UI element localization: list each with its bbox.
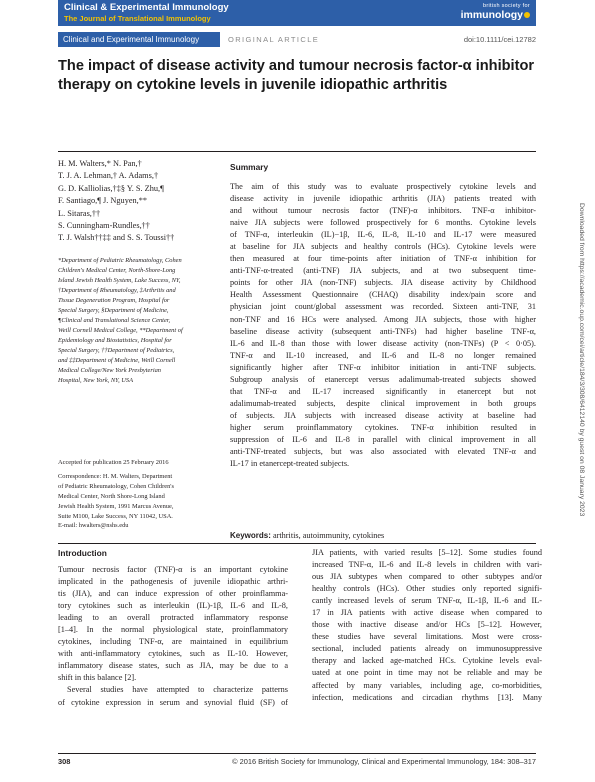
summary-line: suppression of IL-6 and IL-8 in parallel with clinical improvement in all (230, 434, 536, 444)
author-line: G. D. Kalliolias,†‡§ Y. S. Zhu,¶ (58, 183, 164, 193)
logo-dot-icon (524, 12, 530, 18)
page-footer (58, 757, 536, 769)
author-line: H. M. Walters,* N. Pan,† (58, 159, 142, 168)
affiliation-line: and ‡‡Department of Medicine, Weill Cornell (58, 357, 176, 364)
correspondence-line: of Pediatric Rheumatology, Cohen Children's (58, 482, 174, 490)
logo-top-text: british society for (483, 3, 530, 9)
introduction-heading: Introduction (58, 548, 107, 558)
intro-line: ous JIA subtypes when compared to other subtypes and/or (312, 572, 542, 582)
affiliation-line: Medical College/New York Presbyterian (58, 367, 162, 374)
summary-line: of TNF-α, interleukin (IL)−1β, IL-6, IL-8, IL-10 and IL-17 were measured (230, 230, 536, 240)
intro-line: 17 in JIA patients with active disease when compared to (312, 608, 542, 618)
author-line: L. Sitaras,†† (58, 208, 101, 218)
intro-line: inflammatory disease states, such as JIA, may be due to a (58, 661, 288, 671)
correspondence (58, 472, 218, 531)
intro-line: those with inactive disease and/or HCs [5–12]. However, (312, 620, 542, 630)
summary-line: physician joint count/global assessment was recorded. Sixteen anti-TNF, 31 (230, 302, 536, 312)
summary-line: higher serum proinflammatory cytokines. TNF-α inhibition resulted in (230, 422, 536, 432)
summary-line: IL-6 and IL-8 than those with lower disease activity (non-TNFs) (P < 0·05). (230, 338, 536, 348)
intro-line: leading to an overall protracted inflammatory response (58, 613, 288, 623)
summary-line: significantly higher after TNF-α inhibitor initiation in anti-TNF subjects. (230, 362, 536, 372)
author-line: S. Cunningham-Rundles,†† (58, 221, 150, 231)
correspondence-line: Correspondence: H. M. Walters, Department (58, 472, 173, 480)
intro-line: shift in this balance [2]. (58, 673, 137, 683)
summary-line: adalimumab-treated subjects, despite clinical improvement in both groups (230, 398, 536, 408)
summary-line: Subgroup analysis of etanercept versus adalimumab-treated subjects showed (230, 374, 536, 384)
summary-line: and without tumour necrosis factor (TNF)-α inhibitors. TNF-α inhibitor- (230, 206, 536, 216)
summary-line: The aim of this study was to evaluate prospectively cytokine levels and (230, 182, 536, 191)
introduction-column-right (312, 547, 542, 704)
affiliation-line: Island Jewish Health System, Lake Success, NY, (58, 277, 181, 284)
summary-line: TNF-α and IL-10 increased, and IL-6 and IL-8 no longer remained (230, 350, 536, 360)
summary-line: then measured at four time-points after initiation of TNF-α inhibition for (230, 254, 536, 264)
journal-tag: Clinical and Experimental Immunology (58, 32, 220, 47)
intro-line: implicated in the pathogenesis of juvenile idiopathic arthri- (58, 577, 288, 587)
introduction-column-left (58, 564, 288, 709)
download-watermark: Downloaded from https://academic.oup.com/cei/article/184/3/308/6412140 by guest on 08 January 2023 (578, 203, 585, 517)
intro-line: these studies have several limitations. Most were cross- (312, 632, 542, 642)
summary-line: IL-17 in etanercept-treated subjects. (230, 459, 350, 469)
affiliation-line: *Department of Pediatric Rheumatology, Cohen (58, 257, 182, 264)
intro-line: sectional, included patients already on immunosuppressive (312, 644, 542, 654)
summary-line: anti-TNF-treated subjects, but was also associated with elevated TNF-α and (230, 447, 536, 457)
intro-line: therapy and lacked age-matched HCs. Cytokine levels eval- (312, 656, 542, 666)
summary-line: naive JIA subjects were followed prospectively for 6 months. Cytokine levels (230, 218, 536, 228)
intro-line: Several studies have attempted to characterize patterns (67, 685, 288, 695)
summary-text (230, 181, 536, 470)
summary-line: at baseline for JIA subjects and healthy controls (HCs). Cytokine levels were (230, 242, 536, 252)
author-line: F. Santiago,¶ J. Nguyen,** (58, 196, 148, 206)
summary-line: non-TNF and 16 HCs were analysed. Among JIA subjects, those with higher (230, 314, 536, 324)
correspondence-line: E-mail: hwalters@nshs.edu (58, 522, 129, 530)
affiliation-line: Special Surgery, ††Department of Pediatrics, (58, 347, 175, 354)
journal-subtitle: The Journal of Translational Immunology (64, 14, 211, 23)
page-number: 308 (58, 757, 71, 766)
affiliation-line: Weill Cornell Medical College, **Department of (58, 327, 183, 334)
accepted-date: Accepted for publication 25 February 2016 (58, 459, 169, 466)
journal-name: Clinical & Experimental Immunology (64, 2, 229, 13)
summary-line: that TNF-α and IL-17 increased significantly in etanercept but not (230, 386, 536, 396)
summary-line: baseline disease activity (subsequent anti-TNFs) had higher baseline TNF-α, (230, 326, 536, 336)
summary-line: disease activity in juvenile idiopathic arthritis (JIA) patients treated with (230, 194, 536, 204)
title-divider (58, 151, 536, 152)
intro-line: Tumour necrosis factor (TNF)-α is an important cytokine (58, 565, 288, 574)
affiliation-line: Hospital, New York, NY, USA (58, 377, 133, 384)
journal-banner (58, 0, 536, 26)
correspondence-line: Medical Center, North Shore-Long Island (58, 492, 165, 500)
intro-line: of cytokine expression in serum and synovial fluid (SF) of (58, 697, 288, 707)
keywords-value: arthritis, autoimmunity, cytokines (272, 531, 385, 540)
section-divider (58, 543, 536, 544)
summary-line: of subjects. JIA subjects with increased disease activity at baseline had (230, 410, 536, 420)
affiliation-list (58, 256, 218, 386)
intro-line: affected by many variables, including age, co-morbidities, (312, 680, 542, 690)
author-line: T. J. A. Lehman,† A. Adams,† (58, 171, 159, 181)
bsi-logo (461, 4, 530, 20)
affiliation-line: Special Surgery, §Department of Medicine, (58, 307, 169, 314)
summary-line: points for other JIA (non-TNF) subjects. JIA disease activity by Childhood (230, 278, 536, 288)
intro-line: uated at one point in time may not be reliable and may be (312, 668, 542, 678)
article-title: The impact of disease activity and tumour necrosis factor-α inhibitor therapy on cytokine levels in juvenile idiopathic arthritis (58, 58, 535, 93)
intro-line: with anti-inflammatory cytokines, such as IL-10. However, (58, 649, 288, 659)
intro-line: tory cytokines such as interleukin (IL)-1β, IL-6 and IL-8, (58, 601, 288, 611)
author-list (58, 158, 218, 245)
summary-line: anti-TNF-α-treated (anti-TNF) JIA subjects, and at two subsequent time- (230, 266, 536, 276)
correspondence-line: Suite M100, Lake Success, NY 11042, USA. (58, 512, 173, 520)
logo-main-text: immunology (460, 8, 523, 21)
article-meta (58, 458, 218, 531)
intro-line: infection, medications and circadian rhythms [13]. Many (312, 692, 542, 702)
intro-line: cytokines, including TNF-α, are maintained in equilibrium (58, 637, 288, 647)
copyright-notice: © 2016 British Society for Immunology, Clinical and Experimental Immunology, 184: 308–317 (232, 757, 536, 766)
keywords (230, 531, 384, 540)
summary-heading: Summary (230, 162, 269, 172)
affiliation-line: ¶Clinical and Translational Science Center, (58, 317, 171, 324)
keywords-label: Keywords: (230, 531, 271, 540)
correspondence-line: Jewish Health System, 1991 Marcus Avenue, (58, 502, 174, 510)
affiliation-line: Epidemiology and Biostatistics, Hospital for (58, 337, 172, 344)
footer-divider (58, 753, 536, 754)
affiliation-line: Children's Medical Center, North-Shore-Long (58, 267, 176, 274)
intro-line: [1–4]. In the normal physiological state, proinflammatory (58, 625, 288, 635)
affiliation-line: †Department of Rheumatology, ‡Arthritis and (58, 287, 176, 294)
summary-line: Health Assessment Questionnaire (CHAQ) disability index/pain score and (230, 290, 536, 300)
article-type: ORIGINAL ARTICLE (228, 35, 320, 44)
affiliation-line: Tissue Degeneration Program, Hospital for (58, 297, 170, 304)
article-header (58, 32, 536, 47)
doi-link[interactable]: doi:10.1111/cei.12782 (463, 35, 536, 44)
intro-line: increased TNF-α, IL-6 and IL-8 levels in children with vari- (312, 560, 542, 570)
author-line: T. J. Walsh††‡‡ and S. S. Toussi†† (58, 233, 175, 243)
intro-line: cantly increased levels of serum TNF-α, IL-1β, IL-6 and IL- (312, 596, 542, 606)
intro-line: tis (JIA), and can induce expression of other proinflamma- (58, 589, 288, 599)
intro-line: healthy controls (HCs). Other studies only reported signifi- (312, 584, 542, 594)
intro-line: JIA patients, with varied results [5–12]. Some studies found (312, 548, 542, 557)
